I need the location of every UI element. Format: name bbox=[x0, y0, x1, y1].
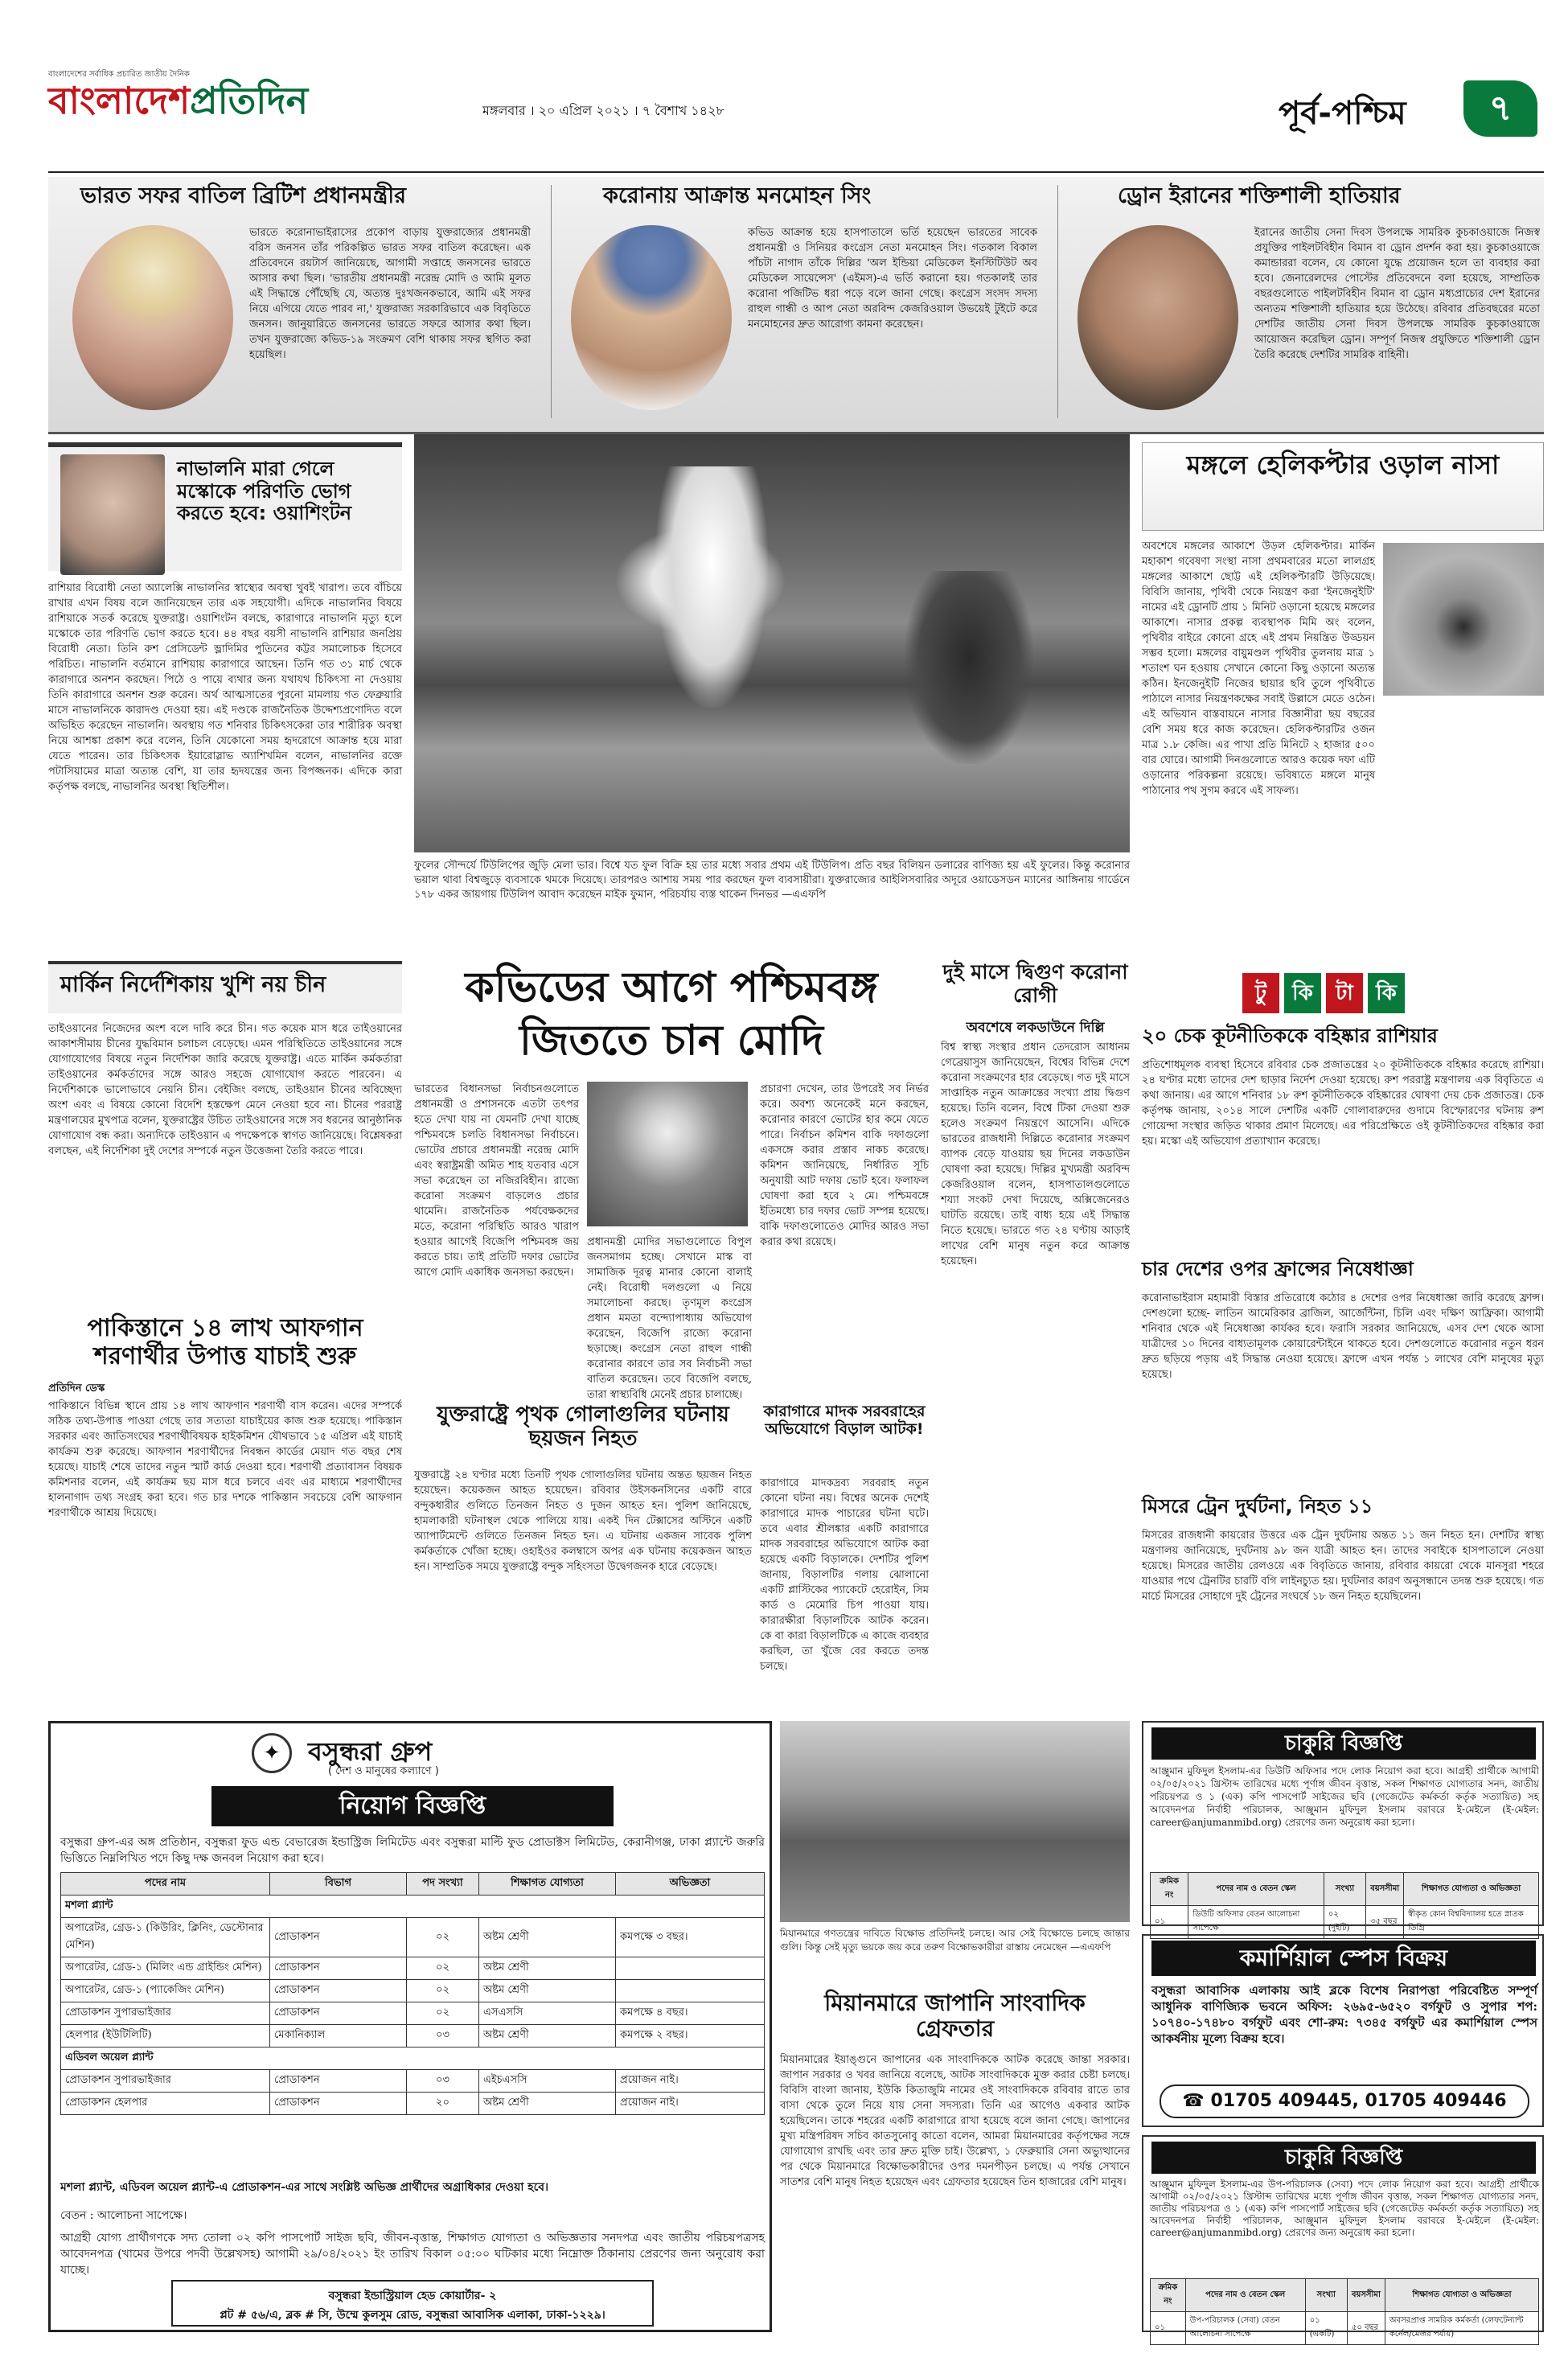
doubled-subhead: অবশেষে লকডাউনে দিল্লি bbox=[966, 1020, 1105, 1036]
boris-photo bbox=[72, 225, 233, 410]
modi-photo bbox=[587, 1082, 748, 1226]
ad-address-box bbox=[171, 2280, 654, 2327]
cat-story bbox=[760, 1403, 929, 1709]
section-title: পূর্ব-পশ্চিম bbox=[1279, 95, 1406, 132]
egypt-story bbox=[1142, 1496, 1544, 1713]
modi-col3: প্রচারণা দেখেন, তার উপরেই সব নির্ভর করে। অবশ্য অনেকেই মনে করছেন, করোনার কারণে ভোটের হার কমে যেতে পারে। নির্বাচন কমিশন বাকি দফাগুলো একসঙ্গে করার প্রস্তাব নাকচ করেছে। কমিশন জানিয়েছে, নির্ধারিত সূচি অনুযায়ী আট দফায় ভোট হবে। ফলাফল ঘোষণা করা হবে ২ মে। পশ্চিমবঙ্গে ইতিমধ্যে চার দফার ভোট সম্পন্ন হয়েছে। বাকি দফাগুলোতেও মোদির আরও সভা করার কথা রয়েছে। bbox=[760, 1083, 929, 1248]
tukitaki-letter: কি bbox=[1368, 973, 1405, 1013]
bashundhara-slogan: ( দেশ ও মানুষের কল্যাণে ) bbox=[328, 1765, 439, 1777]
table-row: প্রোডাকশন সুপারভাইজার প্রোডাকশন ০২ এসএসসি কমপক্ষে ৪ বছর। bbox=[61, 2002, 765, 2025]
col-header: বিভাগ bbox=[270, 1873, 407, 1896]
jobs2-body: আঞ্জুমান মুফিদুল ইসলাম-এর উপ-পরিচালক (সেবা) পদে লোক নিয়োগ করা হবে। আগ্রহী প্রার্থীকে আগামী ০২/০৫/২০২১ খ্রিস্টাব্দ তারিখের মধ্যে পূর্ণাঙ্গ জীবন বৃত্তান্ত, সকল শিক্ষাগত যোগ্যতার সনদ, জাতীয় পরিচয়পত্র ও ১ (এক) কপি পাসপোর্ট সাইজের ছবি (গেজেটেড কর্মকর্তা কর্তৃক সত্যায়িত) সহ আবেদনপত্র নির্বাহী পরিচালক, আঞ্জুমান মুফিদুল ইসলাম বরাবরে ই-মেইলে (ই-মেইল: career@anjumanmibd.org) প্রেরণের জন্য অনুরোধ করা হলো। bbox=[1150, 2179, 1539, 2238]
france-story bbox=[1142, 1259, 1544, 1484]
address-line2: প্লট # ৫৬/এ, ব্লক # সি, উম্মে কুলসুম রোড, বসুন্ধরা আবাসিক এলাকা, ঢাকা-১২২৯। bbox=[220, 2309, 605, 2322]
col-header: অভিজ্ঞতা bbox=[616, 1873, 765, 1896]
col-header: পদের নাম bbox=[61, 1873, 270, 1896]
table-row: অপারেটর, গ্রেড-১ (প্যাকেজিং মেশিন) প্রোডাকশন ০২ অষ্টম শ্রেণী bbox=[61, 1980, 765, 2002]
table-row: প্রোডাকশন হেলপার প্রোডাকশন ২০ অষ্টম শ্রেণী প্রয়োজন নাই। bbox=[61, 2093, 765, 2115]
iran-story bbox=[1069, 177, 1544, 426]
col-header: পদ সংখ্যা bbox=[407, 1873, 479, 1896]
russia-headline[interactable]: ২০ চেক কূটনীতিককে বহিষ্কার রাশিয়ার bbox=[1142, 1025, 1438, 1047]
table-row: হেলপার (ইউটিলিটি) মেকানিক্যাল ০৩ অষ্টম শ্রেণী কমপক্ষে ২ বছর। bbox=[61, 2025, 765, 2047]
newspaper-logo[interactable]: বাংলাদেশপ্রতিদিন bbox=[48, 79, 309, 122]
tulip-caption: ফুলের সৌন্দর্যে টিউলিপের জুড়ি মেলা ভার। বিশ্বে যত ফুল বিক্রি হয় তার মধ্যে সবার প্রথম এই টিউলিপ। প্রতি বছর বিলিয়ন ডলারের বাণিজ্য হয় এই ফুলের। কিন্তু করোনার ভয়াল থাবা বিশ্বজুড়ে ব্যবসাকে থমকে দিয়েছে। তারপরও আশায় সময় পার করছেন ফুল ব্যবসায়ীরা। যুক্তরাজ্যের আইলিসবারির অদূরে ওয়াডেসডন ম্যানের আঙ্গিনায় গার্ডেনে ১৭৮ একর জায়গায় টিউলিপ আবাদ করেছেন মাইক ফুমান, পরিচর্যায় ব্যস্ত থাকেন দিনভর —এএফপি bbox=[414, 860, 1130, 901]
helicopter-headline[interactable]: মঙ্গলে হেলিকপ্টার ওড়াল নাসা bbox=[1186, 450, 1500, 480]
commercial-title: কমার্শিয়াল স্পেস বিক্রয় bbox=[1151, 1941, 1536, 1976]
russia-body: প্রতিশোধমূলক ব্যবস্থা হিসেবে রবিবার চেক প্রজাতন্ত্রের ২০ কূটনীতিককে বহিষ্কার করেছে রাশিয়া। ২৪ ঘণ্টার মধ্যে তাদের দেশ ছাড়ার নির্দেশ দেওয়া হয়েছে। রুশ পররাষ্ট্র মন্ত্রণালয় এক বিবৃতিতে এ কথা জানায়। এর আগে শনিবার ১৮ রুশ কূটনীতিককে বহিষ্কারের ঘোষণা দেয় চেক প্রজাতন্ত্র। চেক কর্তৃপক্ষ জানায়, ২০১৪ সালে দেশটির একটি গোলাবারুদের গুদামে বিস্ফোরণের ঘটনায় রুশ গোয়েন্দা সংস্থার জড়িত থাকার প্রমাণ মিলেছে। এর পরিপ্রেক্ষিতে ওই কূটনীতিকদের বহিষ্কার করা হয়। মস্কো এই অভিযোগ প্রত্যাখ্যান করেছে। bbox=[1142, 1059, 1544, 1148]
jobs2-title: চাকুরি বিজ্ঞপ্তি bbox=[1151, 2142, 1536, 2174]
anjuman-job-ad-2 bbox=[1142, 2135, 1544, 2339]
modi-headline[interactable]: কভিডের আগে পশ্চিমবঙ্গ জিততে চান মোদি bbox=[465, 963, 878, 1065]
mars-helicopter-photo bbox=[1383, 543, 1544, 696]
boris-body: ভারতে করোনাভাইরাসের প্রকোপ বাড়ায় যুক্তরাজ্যের প্রধানমন্ত্রী বরিস জনসন তাঁর পরিকল্পিত ভারত সফর বাতিল করেছেন। এক প্রতিবেদনে রয়টার্স জানিয়েছে, আগামী সপ্তাহে জনসনের ভারতে আসার কথা ছিল। 'ভারতীয় প্রধানমন্ত্রী নরেন্দ্র মোদি ও আমি মূলত এই সিদ্ধান্তে পৌঁছেছি যে, অত্যন্ত দুঃখজনকভাবে, আমি এই সফর নিয়ে এগিয়ে যেতে পারব না,' যুক্তরাজ্য সরকারিভাবে এক বিবৃতিতে জনসন। জানুয়ারিতে জনসনের ভারতে সফরে আসার কথা ছিল। তখন যুক্তরাজ্যে কভিড-১৯ সংক্রমণ বেশি থাকায় সফর স্থগিত করা হয়েছিল। bbox=[249, 227, 531, 361]
page-number: ৭ bbox=[1463, 80, 1537, 137]
col-header: শিক্ষাগত যোগ্যতা bbox=[479, 1873, 616, 1896]
table-row: অপারেটর, গ্রেড-১ (মিলিং এন্ড গ্রাইন্ডিং মেশিন) প্রোডাকশন ০২ অষ্টম শ্রেণী bbox=[61, 1957, 765, 1980]
boris-story bbox=[56, 177, 539, 426]
jobs1-title: চাকুরি বিজ্ঞপ্তি bbox=[1151, 1727, 1536, 1760]
top-story-row bbox=[48, 177, 1544, 434]
ad-salary: বেতন : আলোচনা সাপেক্ষে। bbox=[60, 2209, 187, 2222]
issue-date: মঙ্গলবার । ২০ এপ্রিল ২০২১ । ৭ বৈশাখ ১৪২৮ bbox=[482, 103, 724, 118]
pakistan-headline[interactable]: পাকিস্তানে ১৪ লাখ আফগান শরণার্থীর উপাত্ত যাচাই শুরু bbox=[87, 1314, 363, 1370]
pakistan-story bbox=[48, 1315, 402, 1669]
us-shooting-headline[interactable]: যুক্তরাষ্ট্রে পৃথক গোলাগুলির ঘটনায় ছয়জন নিহত bbox=[437, 1403, 729, 1451]
iran-commander-photo bbox=[1077, 225, 1238, 410]
navalny-headline[interactable]: নাভালনি মারা গেলে মস্কোকে পরিণতি ভোগ করতে হবে: ওয়াশিংটন bbox=[177, 458, 352, 525]
egypt-headline[interactable]: মিসরে ট্রেন দুর্ঘটনা, নিহত ১১ bbox=[1142, 1495, 1373, 1518]
myanmar-caption: মিয়ানমারে গণতন্ত্রের দাবিতে বিক্ষোভ প্রতিদিনই চলছে। আর সেই বিক্ষোভে চলছে জান্তার গুলি। কিন্তু সেই মৃত্যু ভয়কে জয় করে তরুণ বিক্ষোভকারীরা রাস্তায় নেমেছেন —এএফপি bbox=[780, 1928, 1130, 1953]
tukitaki-letter: টা bbox=[1326, 973, 1363, 1013]
manmohan-body: কভিড আক্রান্ত হয়ে হাসপাতালে ভর্তি হয়েছেন ভারতের সাবেক প্রধানমন্ত্রী ও সিনিয়র কংগ্রেস নেতা মনমোহন সিং। গতকাল বিকাল পাঁচটা নাগাদ তাঁকে দিল্লির 'অল ইন্ডিয়া মেডিকেল ইনস্টিটিউট অব মেডিকেল সায়েন্সেস' (এইমস)-এ ভর্তি করানো হয়। গতকালই তার করোনা পজিটিভ ধরা পড়ে বলে জানা গেছে। কংগ্রেস সংসদ সদস্য রাহুল গান্ধী ও আপ নেতা অরবিন্দ কেজরিওয়াল উভয়েই টুইটে করে মনমোহনের দ্রুত আরোগ্য কামনা করেছেন। bbox=[748, 227, 1037, 331]
bashundhara-logo-icon: ✦ bbox=[252, 1733, 292, 1773]
jobs2-table: ক্রমিক নং পদের নাম ও বেতন স্কেল সংখ্যা বয়সসীমা শিক্ষাগত যোগ্যতা ও অভিজ্ঞতা ০১ উপ-পরিচালক (সেবা) বেতন আলোচনা সাপেক্ষে ০১ (একটি) ৫০ বছর অবসরপ্রাপ্ত সামরিক কর্মকর্তা (লেফটেন্যান্ট কর্নেল/মেজর পর্যায়) bbox=[1150, 2278, 1539, 2345]
commercial-space-ad bbox=[1142, 1934, 1544, 2127]
manmohan-story bbox=[563, 177, 1045, 426]
doubled-cases-story bbox=[941, 961, 1130, 1773]
modi-col1: ভারতের বিধানসভা নির্বাচনগুলোতে প্রধানমন্ত্রী ও প্রশাসনকে এতটা তৎপর হতে দেখা যায় না যেমনটি দেখা যাচ্ছে পশ্চিমবঙ্গে চলতি বিধানসভা নির্বাচনে। ভোটের প্রচারে প্রধানমন্ত্রী নরেন্দ্র মোদি এবং স্বরাষ্ট্রমন্ত্রী অমিত শাহ যতবার এসে সভা করেছেন তা নজিরবিহীন। রাজ্যে করোনা সংক্রমণ বাড়লেও প্রচার থামেনি। রাজনৈতিক পর্যবেক্ষকদের মতে, করোনা পরিস্থিতি আরও খারাপ হওয়ার আগেই বিজেপি পশ্চিমবঙ্গ জয় করতে চায়। তাই প্রতিটি দফার ভোটের আগে মোদি একাধিক জনসভা করছেন। bbox=[414, 1083, 579, 1279]
table-section: এডিবল অয়েল প্ল্যান্ট bbox=[61, 2047, 765, 2070]
russia-story bbox=[1142, 1025, 1544, 1251]
france-headline[interactable]: চার দেশের ওপর ফ্রান্সের নিষেধাজ্ঞা bbox=[1142, 1258, 1414, 1280]
table-row: অপারেটর, গ্রেড-১ (কিউরিং, ক্লিনিং, ডেস্টোনার মেশিন) প্রোডাকশন ০২ অষ্টম শ্রেণী কমপক্ষে ৩ বছর। bbox=[61, 1918, 765, 1957]
helicopter-body-cont bbox=[1142, 704, 1544, 945]
tukitaki-letter: কি bbox=[1284, 973, 1321, 1013]
pakistan-dateline: প্রতিদিন ডেস্ক bbox=[48, 1382, 105, 1394]
manmohan-headline[interactable]: করোনায় আক্রান্ত মনমোহন সিং bbox=[603, 183, 872, 208]
us-shooting-body: যুক্তরাষ্ট্রে ২৪ ঘণ্টার মধ্যে তিনটি পৃথক গোলাগুলির ঘটনায় অন্তত ছয়জন নিহত হয়েছেন। কয়েকজন আহত হয়েছেন। রবিবার উইসকনসিনের একটি বারে বন্দুকধারীর গুলিতে তিনজন নিহত ও দুজন আহত হন। পুলিশ জানিয়েছে, হামলাকারী ঘটনাস্থল থেকে পালিয়ে যায়। একই দিন টেক্সাসের অস্টিনে একটি অ্যাপার্টমেন্টে গুলিতে তিনজন নিহত হন। এ ঘটনায় একজন সাবেক পুলিশ কর্মকর্তাকে খোঁজা হচ্ছে। ওহাইওর কলম্বাসে অপর এক ঘটনায় কয়েকজন আহত হন। সাম্প্রতিক সময়ে যুক্তরাষ্ট্রে বন্দুক সহিংসতা উদ্বেগজনক হারে বেড়েছে। bbox=[414, 1469, 752, 1573]
tulip-photo bbox=[414, 434, 1130, 852]
table-row: ০১ উপ-পরিচালক (সেবা) বেতন আলোচনা সাপেক্ষে ০১ (একটি) ৫০ বছর অবসরপ্রাপ্ত সামরিক কর্মকর্তা (লেফটেন্যান্ট কর্নেল/মেজর পর্যায়) bbox=[1151, 2312, 1539, 2345]
iran-body: ইরানের জাতীয় সেনা দিবস উপলক্ষে সামরিক কুচকাওয়াজে নিজস্ব প্রযুক্তির পাইলটবিহীন বিমান বা ড্রোন প্রদর্শন করা হয়। কুচকাওয়াজে কমান্ডাররা বলেন, যে কোনো যুদ্ধে প্রয়োজন হলে তা ব্যবহার করা হবে। জেনারেলদের পোস্টের প্রতিবেদনে বলা হয়েছে, সাম্প্রতিক বছরগুলোতে পাইলটবিহীন বিমান বা ড্রোন মধ্যপ্রাচ্যের দেশ ইরানের অন্যতম শক্তিশালী হাতিয়ার হয়ে উঠেছে। রবিবার প্রতিবছরের মতো দেশটির জাতীয় সেনা দিবস উপলক্ষে সামরিক কুচকাওয়াজে আয়োজন করেছিল ড্রোন। সম্পূর্ণ নিজস্ব প্রযুক্তিতে শক্তিশালী ড্রোন তৈরি করেছে দেশটির সামরিক বাহিনী। bbox=[1254, 227, 1540, 361]
modi-col2: প্রধানমন্ত্রী মোদির সভাগুলোতে বিপুল জনসমাগম হচ্ছে। সেখানে মাস্ক বা সামাজিক দূরত্ব মানার কোনো বালাই নেই। বিরোধী দলগুলো এ নিয়ে সমালোচনা করছে। তৃণমূল কংগ্রেস প্রধান মমতা বন্দ্যোপাধ্যায় অভিযোগ করেছেন, বিজেপি রাজ্যে করোনা ছড়াচ্ছে। কংগ্রেস নেতা রাহুল গান্ধী করোনার কারণে তার সব নির্বাচনী সভা বাতিল করেছেন। তবে বিজেপি বলছে, তারা স্বাস্থ্যবিধি মেনেই প্রচার চালাচ্ছে। bbox=[587, 1236, 752, 1401]
cat-headline[interactable]: কারাগারে মাদক সরবরাহের অভিযোগে বিড়াল আটক! bbox=[763, 1403, 926, 1438]
address-line1: বসুন্ধরা ইন্ডাস্ট্রিয়াল হেড কোয়ার্টার- ২ bbox=[328, 2290, 497, 2302]
tukitaki-badge bbox=[1242, 973, 1411, 1015]
helicopter-body: অবশেষে মঙ্গলের আকাশে উড়ল হেলিকপ্টার। মার্কিন মহাকাশ গবেষণা সংস্থা নাসা প্রথমবারের মতো লালগ্রহ মঙ্গলের আকাশে ছোট্ট এই হেলিকপ্টারটি উড়িয়েছে। বিবিসি জানায়, পৃথিবী থেকে নিয়ন্ত্রণ করা 'ইনজেনুইটি' নামের এই ড্রোনটি প্রায় ১ মিনিট ওড়ানো হয়েছে মঙ্গলের আকাশে। নাসার প্রকল্প ব্যবস্থাপক মিমি অং বলেন, পৃথিবীর বাইরে কোনো গ্রহে এই প্রথম নিয়ন্ত্রিত উড্ডয়ন সম্ভব হলো। মঙ্গলের বায়ুমণ্ডল পৃথিবীর তুলনায় মাত্র ১ শতাংশ ঘন হওয়ায় সেখানে কোনো কিছু ওড়ানো অত্যন্ত কঠিন। ইনজেনুইটি নিজের ছায়ার ছবি তুলে পৃথিবীতে পাঠালে নাসার নিয়ন্ত্রণকক্ষের সবাই উল্লাসে মেতে ওঠেন। এই অভিযান বাস্তবায়নে নাসার বিজ্ঞানীরা ছয় বছরের বেশি সময় ধরে কাজ করেছেন। হেলিকপ্টারটির ওজন মাত্র ১.৮ কেজি। এর পাখা প্রতি মিনিটে ২ হাজার ৫০০ বার ঘোরে। আগামী দিনগুলোতে আরও কয়েক দফা এটি ওড়ানোর পরিকল্পনা রয়েছে। ভবিষ্যতে মঙ্গলে মানুষ পাঠানোর পথ সুগম করবে এই সাফল্য। bbox=[1142, 540, 1375, 797]
ad-title: নিয়োগ বিজ্ঞপ্তি bbox=[211, 1786, 614, 1826]
table-row: ০১ ডিউটি অফিসার বেতন আলোচনা সাপেক্ষে ০২ (দুইটি) ৩৫ বছর স্বীকৃত কোন বিশ্ববিদ্যালয় হতে স্নাতক ডিগ্রি bbox=[1151, 1906, 1539, 1939]
masthead-tagline: বাংলাদেশের সর্বাধিক প্রচারিত জাতীয় দৈনিক bbox=[48, 70, 190, 79]
manmohan-photo bbox=[571, 225, 732, 410]
garden-statue bbox=[655, 466, 768, 708]
phone-icon: ☎ bbox=[1182, 2091, 1211, 2111]
navalny-photo bbox=[60, 454, 165, 575]
bashundhara-job-ad bbox=[48, 1721, 772, 2332]
masthead bbox=[48, 68, 1544, 173]
taiwan-body: তাইওয়ানের নিজেদের অংশ বলে দাবি করে চীন। গত কয়েক মাস ধরে তাইওয়ানের আকাশসীমায় চীনের যুদ্ধবিমান চলাচল বেড়েছে। এমন পরিস্থিতিতে তাইওয়ানের সঙ্গে যোগাযোগের বিষয়ে নতুন নির্দেশিকা জারি করেছে যুক্তরাষ্ট্র। এতে মার্কিন কর্মকর্তারা তাইওয়ানের কর্মকর্তাদের সঙ্গে আরও সহজে যোগাযোগ করতে পারবেন। এ নির্দেশিকাকে ভালোভাবে নেয়নি চীন। বেইজিং বলছে, তাইওয়ান চীনের অবিচ্ছেদ্য অংশ এবং এ বিষয়ে কোনো বিদেশি হস্তক্ষেপ মেনে নেওয়া হবে না। চীনের পররাষ্ট্র মন্ত্রণালয়ের মুখপাত্র বলেন, যুক্তরাষ্ট্রের উচিত তাইওয়ানের সঙ্গে সব ধরনের আনুষ্ঠানিক যোগাযোগ বন্ধ করা। অন্যদিকে তাইওয়ান এ পদক্ষেপকে স্বাগত জানিয়েছে। বিশ্লেষকরা বলছেন, এই নির্দেশিকা দুই দেশের সম্পর্কে নতুন উত্তেজনা তৈরি করতে পারে। bbox=[48, 1023, 402, 1157]
commercial-phone[interactable]: ☎ 01705 409445, 01705 409446 bbox=[1160, 2084, 1529, 2118]
myanmar-body: মিয়ানমারের ইয়াঙ্গুনে জাপানের এক সাংবাদিককে আটক করেছে জান্তা সরকার। জাপান সরকার ও খবর জানিয়ে বলেছে, আটক সাংবাদিককে মুক্ত করার চেষ্টা চলছে। বিবিসি বাংলা জানায়, ইউকি কিতাজুমি নামের ওই সাংবাদিককে রবিবার রাতে তার বাসা থেকে তুলে নিয়ে যায় সেনা সদস্যরা। তিনি এর আগেও একবার আটক হয়েছিলেন। তাকে শহরের একটি কারাগারে রাখা হয়েছে বলে জানা গেছে। জাপানের মুখ্য মন্ত্রিপরিষদ সচিব কাতসুনোবু কাতো বলেন, আমরা মিয়ানমারের কর্তৃপক্ষের সঙ্গে যোগাযোগ রাখছি এবং তার দ্রুত মুক্তি চাই। উল্লেখ্য, ১ ফেব্রুয়ারি সেনা অভ্যুত্থানের পর থেকে মিয়ানমারে বিক্ষোভকারীদের ওপর দমনপীড়ন চলছে। এ পর্যন্ত সেখানে সাতশর বেশি মানুষ নিহত হয়েছেন এবং গ্রেফতার হয়েছেন তিন হাজারের বেশি মানুষ। bbox=[780, 2054, 1130, 2188]
jobs1-body: আঞ্জুমান মুফিদুল ইসলাম-এর ডিউটি অফিসার পদে লোক নিয়োগ করা হবে। আগ্রহী প্রার্থীকে আগামী ০২/০৫/২০২১ খ্রিস্টাব্দ তারিখের মধ্যে পূর্ণাঙ্গ জীবন বৃত্তান্ত, সকল শিক্ষাগত যোগ্যতার সনদ, জাতীয় পরিচয়পত্র ও ১ (এক) কপি পাসপোর্ট সাইজের ছবি (গেজেটেড কর্মকর্তা কর্তৃক সত্যায়িত) সহ আবেদনপত্র নির্বাহী পরিচালক, আঞ্জুমান মুফিদুল ইসলাম বরাবরে ই-মেইলে (ই-মেইল: career@anjumanmibd.org) প্রেরণের জন্য অনুরোধ করা হলো। bbox=[1150, 1765, 1539, 1828]
table-row: প্রোডাকশন সুপারভাইজার প্রোডাকশন ০৩ এইচএসসি প্রয়োজন নাই। bbox=[61, 2070, 765, 2093]
tulip-feature bbox=[414, 434, 1130, 949]
bashundhara-company: বসুন্ধরা গ্রুপ bbox=[308, 1736, 433, 1767]
divider bbox=[1057, 185, 1058, 418]
egypt-body: মিসরের রাজধানী কায়রোর উত্তরে এক ট্রেন দুর্ঘটনায় অন্তত ১১ জন নিহত হন। দেশটির স্বাস্থ্য মন্ত্রণালয় জানিয়েছে, দুর্ঘটনায় ৯৮ জন যাত্রী আহত হন। তাদের সবাইকে হাসপাতালে নেওয়া হয়েছে। মিসরের জাতীয় রেলওয়ে এক বিবৃতিতে জানায়, রবিবার কায়রো থেকে মানসুরা শহরে যাওয়ার পথে ট্রেনটির চারটি বগি লাইনচ্যুত হয়। দুর্ঘটনার কারণ অনুসন্ধানে তদন্ত শুরু হয়েছে। গত মার্চে মিসরের সোহাগে দুই ট্রেনের সংঘর্ষে ১৮ জন নিহত হয়েছিলেন। bbox=[1142, 1530, 1544, 1603]
ad-apply: আগ্রহী যোগ্য প্রার্থীগণকে সদ্য তোলা ০২ কপি পাসপোর্ট সাইজ ছবি, জীবন-বৃত্তান্ত, শিক্ষাগত যোগ্যতা ও অভিজ্ঞতার সনদপত্র এবং জাতীয় পরিচয়পত্রসহ আবেদনপত্র (খামের উপরে পদবী উল্লেখসহ) আগামী ২৯/০৪/২০২১ ইং তারিখ বিকাল ০৫:০০ ঘটিকার মধ্যে নিম্নোক্ত ঠিকানায় প্রেরণের জন্য অনুরোধ করা যাচ্ছে। bbox=[60, 2232, 765, 2277]
anjuman-job-ad-1 bbox=[1142, 1721, 1544, 1932]
taiwan-story bbox=[48, 961, 402, 1307]
myanmar-story bbox=[780, 1721, 1130, 2332]
myanmar-headline[interactable]: মিয়ানমারে জাপানি সাংবাদিক গ্রেফতার bbox=[824, 1990, 1086, 2043]
doubled-headline[interactable]: দুই মাসে দ্বিগুণ করোনা রোগী bbox=[942, 960, 1128, 1007]
navalny-body: রাশিয়ার বিরোধী নেতা অ্যালেক্সি নাভালনির স্বাস্থ্যের অবস্থা খুবই খারাপ। তবে বাঁচিয়ে রাখার এখন বিষয় বলে জানিয়েছেন তার এক সহযোগী। এদিকে নাভালনির বিষয়ে রাশিয়াকে সতর্ক করেছে যুক্তরাষ্ট্র। ওয়াশিংটন বলছে, কারাগারে নাভালনি মৃত্যু হলে মস্কোকে তার পরিণতি ভোগ করতে হবে। ৪৪ বছর বয়সী নাভালনি রাশিয়ার জনপ্রিয় বিরোধী নেতা। তিনি রুশ প্রেসিডেন্ট ভ্লাদিমির পুতিনের কট্টর সমালোচক হিসেবে পরিচিত। নাভালনি বর্তমানে রাশিয়ায় কারাগারে আছেন। তিনি গত ৩১ মার্চ থেকে কারাগারে অনশন করছেন। পিঠে ও পায়ে ব্যথার জন্য যথাযথ চিকিৎসা না দেওয়ায় তিনি কারাগারে অনশন শুরু করেন। অর্থ আত্মসাতের পুরনো মামলায় গত ফেব্রুয়ারি মাসে নাভালনিকে কারাদণ্ড দেওয়া হয়। এই দণ্ডকে রাজনৈতিক উদ্দেশ্যপ্রণোদিত বলে অভিহিত করেছেন নাভালনি। অবস্থায় গত শনিবার চিকিৎসকেরা তার শারীরিক অবস্থা নিয়ে আশঙ্কা প্রকাশ করে বলেন, তিনি যেকোনো সময় হৃদরোগে আক্রান্ত হয়ে মারা যেতে পারেন। তার চিকিৎসক ইয়ারোস্লাভ অ্যাশিখমিন বলেন, নাভালনির রক্তে পটাসিয়ামের মাত্রা অত্যন্ত বেশি, যা তার হৃদযন্ত্রের জন্য বিপজ্জনক। এদিকে কারা কর্তৃপক্ষ বলছে, নাভালনির অবস্থা স্থিতিশীল। bbox=[48, 582, 402, 793]
jobs1-table: ক্রমিক নং পদের নাম ও বেতন স্কেল সংখ্যা বয়সসীমা শিক্ষাগত যোগ্যতা ও অভিজ্ঞতা ০১ ডিউটি অফিসার বেতন আলোচনা সাপেক্ষে ০২ (দুইটি) ৩৫ বছর স্বীকৃত কোন বিশ্ববিদ্যালয় হতে স্নাতক ডিগ্রি bbox=[1150, 1872, 1539, 1939]
myanmar-protest-photo bbox=[780, 1721, 1130, 1922]
france-body: করোনাভাইরাস মহামারী বিস্তার প্রতিরোধে কঠোর ৪ দেশের ওপর নিষেধাজ্ঞা জারি করেছে ফ্রান্স। দেশগুলো হচ্ছে- লাতিন আমেরিকার ব্রাজিল, আর্জেন্টিনা, চিলি এবং দক্ষিণ আফ্রিকা। আগামী শনিবার থেকে এই নিষেধাজ্ঞা কার্যকর হবে। ফরাসি সরকার জানিয়েছে, এসব দেশ থেকে আসা যাত্রীদের ১০ দিনের বাধ্যতামূলক কোয়ারেন্টাইনে থাকতে হবে। দেশগুলোতে করোনার নতুন ধরন দ্রুত ছড়িয়ে পড়ায় এই সিদ্ধান্ত নেওয়া হয়েছে। ফ্রান্সে এখন পর্যন্ত ১ লাখের বেশি মানুষের মৃত্যু হয়েছে। bbox=[1142, 1292, 1544, 1381]
divider bbox=[551, 185, 552, 418]
taiwan-headline[interactable]: মার্কিন নির্দেশিকায় খুশি নয় চীন bbox=[60, 972, 326, 997]
us-shooting-story bbox=[414, 1403, 752, 1709]
gardener bbox=[905, 571, 1033, 764]
pakistan-body: পাকিস্তানে বিভিন্ন স্থানে প্রায় ১৪ লাখ আফগান শরণার্থী বাস করেন। এদের সম্পর্কে সঠিক তথ্য-উপাত্ত পাওয়া গেছে তার সত্যতা যাচাইয়ের কাজ শুরু হয়েছে। পাকিস্তান সরকার এবং জাতিসংঘের শরণার্থীবিষয়ক হাইকমিশন যৌথভাবে ১৫ এপ্রিল এই যাচাই কার্যক্রম শুরু করেছে। আফগান শরণার্থীদের নিবন্ধন কার্ডের মেয়াদ গত বছর শেষ হয়েছে। যাচাই শেষে তাদের নতুন স্মার্ট কার্ড দেওয়া হবে। শরণার্থী প্রত্যাবাসন বিষয়ক কমিশনার বলেন, এই কার্যক্রম ছয় মাস ধরে চলবে এবং এর মাধ্যমে শরণার্থীদের হালনাগাদ তথ্য সংগ্রহ করা হবে। গত চার দশকে পাকিস্তান সবচেয়ে বেশি আফগান শরণার্থীকে আশ্রয় দিয়েছে। bbox=[48, 1400, 402, 1519]
iran-headline[interactable]: ড্রোন ইরানের শক্তিশালী হাতিয়ার bbox=[1118, 183, 1401, 208]
navalny-story bbox=[48, 442, 402, 949]
ad-note: মশলা প্ল্যান্ট, এডিবল অয়েল প্ল্যান্ট-এ প্রোডাকশন-এর সাথে সংশ্লিষ্ট অভিজ্ঞ প্রার্থীদের অগ্রাধিকার দেওয়া হবে। bbox=[60, 2181, 549, 2194]
ad-intro: বসুন্ধরা গ্রুপ-এর অঙ্গ প্রতিষ্ঠান, বসুন্ধরা ফুড এন্ড বেভারেজ ইন্ডাস্ট্রিজ লিমিটেড এবং বসুন্ধরা মাল্টি ফুড প্রোডাক্টস লিমিটেড, কেরানীগঞ্জ, ঢাকা প্ল্যান্টে জরুরি ভিত্তিতে নিম্নলিখিত পদে কিছু দক্ষ জনবল নিয়োগ করা হবে। bbox=[60, 1836, 765, 1865]
job-table bbox=[60, 1872, 765, 2115]
boris-headline[interactable]: ভারত সফর বাতিল ব্রিটিশ প্রধানমন্ত্রীর bbox=[80, 183, 406, 208]
cat-body: কারাগারে মাদকদ্রব্য সরবরাহ নতুন কোনো ঘটনা নয়। বিশ্বের অনেক দেশেই কারাগারে মাদক পাচারের ঘটনা ঘটে। তবে এবার শ্রীলঙ্কার একটি কারাগারে মাদক সরবরাহের অভিযোগে আটক করা হয়েছে একটি বিড়ালকে। দেশটির পুলিশ জানায়, বিড়ালটির গলায় ঝোলানো একটি প্লাস্টিকের প্যাকেটে হেরোইন, সিম কার্ড ও মেমোরি চিপ পাওয়া যায়। কারারক্ষীরা বিড়ালটিকে আটক করেন। কে বা কারা বিড়ালটিকে এ কাজে ব্যবহার করছিল, তা খুঁজে বের করতে তদন্ত চলছে। bbox=[760, 1477, 929, 1673]
tukitaki-letter: টু bbox=[1242, 973, 1279, 1013]
doubled-body: বিশ্ব স্বাস্থ্য সংস্থার প্রধান তেদরোস আধানম গেব্রেয়াসুস জানিয়েছেন, বিশ্বের বিভিন্ন দেশে করোনা সংক্রমণের হার বেড়েছে। গত দুই মাসে সাপ্তাহিক নতুন আক্রান্তের সংখ্যা প্রায় দ্বিগুণ হয়েছে। তিনি বলেন, বিশ্বে টিকা দেওয়া শুরু হলেও সংক্রমণ নিয়ন্ত্রণে আসেনি। এদিকে ভারতের রাজধানী দিল্লিতে করোনার সংক্রমণ ব্যাপক বেড়ে যাওয়ায় ছয় দিনের লকডাউন ঘোষণা করা হয়েছে। দিল্লির মুখ্যমন্ত্রী অরবিন্দ কেজরিওয়াল বলেন, হাসপাতালগুলোতে শয্যা সংকট দেখা দিয়েছে, অক্সিজেনেরও ঘাটতি রয়েছে। তাই বাধ্য হয়ে এই সিদ্ধান্ত নিতে হয়েছে। ভারতে গত ২৪ ঘণ্টায় আড়াই লাখের বেশি মানুষ নতুন করে আক্রান্ত হয়েছেন। bbox=[941, 1041, 1130, 1267]
commercial-body: বসুন্ধরা আবাসিক এলাকায় আই ব্লকে বিশেষ নিরাপত্তা পরিবেষ্টিত সম্পূর্ণ আধুনিক বাণিজ্যিক ভবনে অফিস: ২৬৯৫-৬৫২০ বর্গফুট ও সুপার শপ: ১০৭৪০-১৭৪৮০ বর্গফুট এবং শো-রুম: ৭৩৪৫ বর্গফুট এর কমার্শিয়াল স্পেস আকর্ষনীয় মূল্যে বিক্রয় হবে। bbox=[1151, 1983, 1537, 2046]
table-section: মশলা প্ল্যান্ট bbox=[61, 1896, 765, 1918]
modi-story bbox=[414, 961, 929, 1401]
mars-helicopter-story bbox=[1142, 442, 1544, 949]
